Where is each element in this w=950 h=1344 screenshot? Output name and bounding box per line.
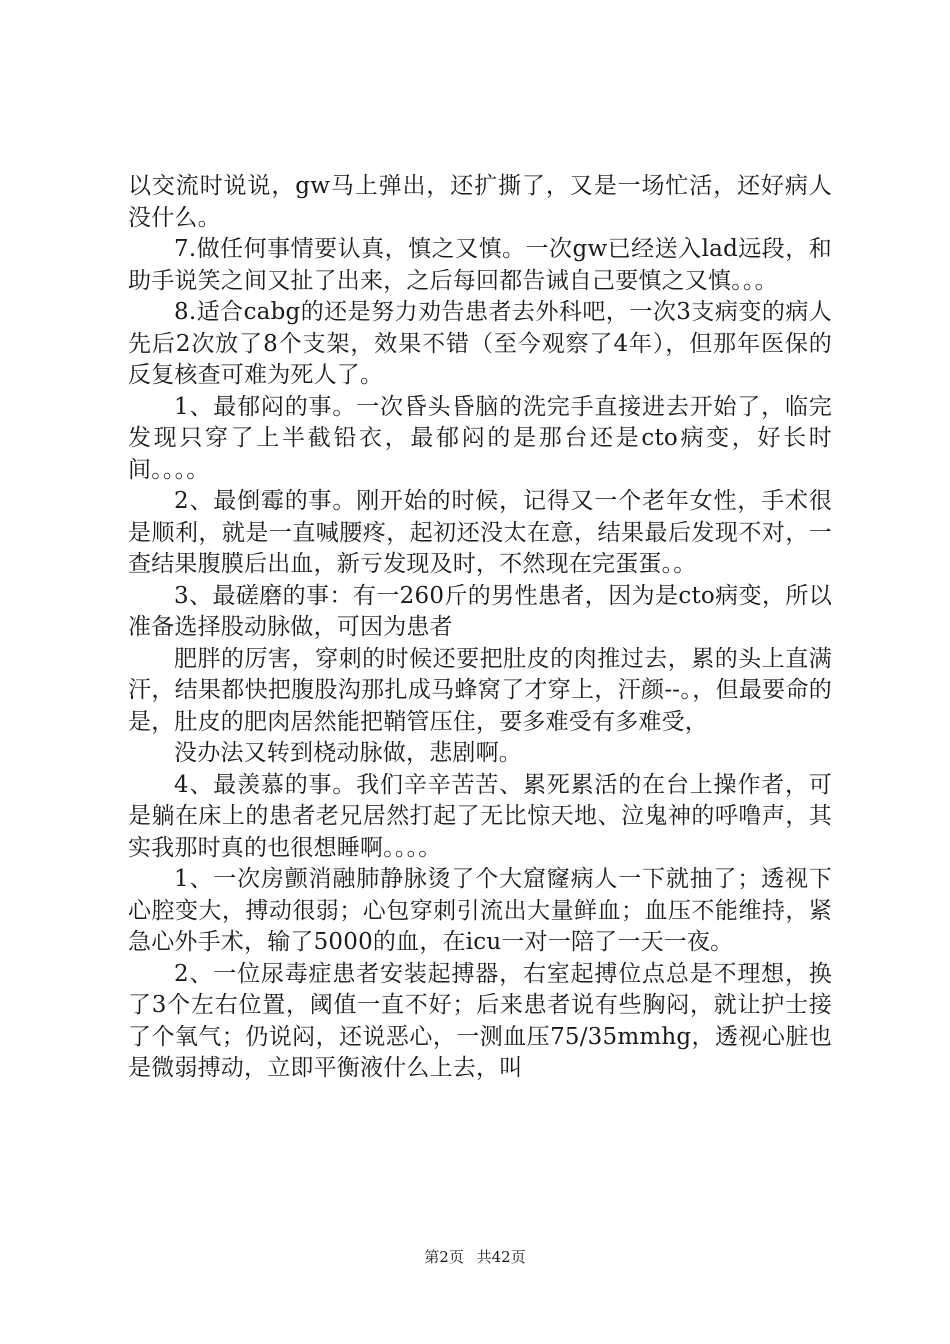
paragraph-most-unlucky: 2、最倒霉的事。刚开始的时候，记得又一个老年女性，手术很是顺利，就是一直喊腰疼，起初还没太在意，结果最后发现不对，一查结果腹膜后出血，新亏发现及时，不然现在完蛋蛋。。	[128, 488, 832, 577]
paragraph-radial-artery: 没办法又转到桡动脉做，悲剧啊。	[174, 740, 522, 766]
page-footer	[0, 1246, 950, 1267]
paragraph-item-7: 7.做任何事情要认真，慎之又慎。一次gw已经送入lad远段，和助手说笑之间又扯了出来，之后每回都告诫自己要慎之又慎。。。	[128, 236, 832, 294]
paragraph-most-envious: 4、最羡慕的事。我们辛辛苦苦、累死累活的在台上操作者，可是躺在床上的患者老兄居然打起了无比惊天地、泣鬼神的呼噜声，其实我那时真的也很想睡啊。。。。	[128, 771, 832, 861]
paragraph-most-tormenting: 3、最磋磨的事：有一260斤的男性患者，因为是cto病变，所以准备选择股动脉做，可因为患者	[128, 582, 832, 640]
paragraph-most-depressing: 1、最郁闷的事。一次昏头昏脑的洗完手直接进去开始了，临完发现只穿了上半截铅衣，最郁闷的是那台还是cto病变，好长时间。。。。	[128, 393, 832, 483]
paragraph-item-8: 8.适合cabg的还是努力劝告患者去外科吧，一次3支病变的病人先后2次放了8个支架，效果不错（至今观察了4年），但那年医保的反复核查可难为死人了。	[128, 299, 832, 388]
page-number: 第2页	[424, 1248, 464, 1266]
paragraph-pacemaker: 2、一位尿毒症患者安装起搏器，右室起搏位点总是不理想，换了3个左右位置，阈值一直不好；后来患者说有些胸闷，就让护士接了个氧气；仍说闷，还说恶心，一测血压75/35mmhg，透视心脏也是微弱搏动，立即平衡液什么上去，叫	[128, 960, 832, 1081]
document-body	[128, 171, 832, 1085]
page-total: 共42页	[476, 1248, 526, 1266]
paragraph-af-ablation: 1、一次房颤消融肺静脉烫了个大窟窿病人一下就抽了；透视下心腔变大，搏动很弱；心包穿刺引流出大量鲜血；血压不能维持，紧急心外手术，输了5000的血，在icu一对一陪了一天一夜。	[128, 866, 832, 955]
paragraph-continued: 以交流时说说，gw马上弹出，还扩撕了，又是一场忙活，还好病人没什么。	[128, 173, 832, 231]
paragraph-obese-patient: 肥胖的厉害，穿刺的时候还要把肚皮的肉推过去，累的头上直满汗，结果都快把腹股沟那扎成马蜂窝了才穿上，汗颜--。，但最要命的是，肚皮的肥肉居然能把鞘管压住，要多难受有多难受，	[128, 645, 832, 735]
